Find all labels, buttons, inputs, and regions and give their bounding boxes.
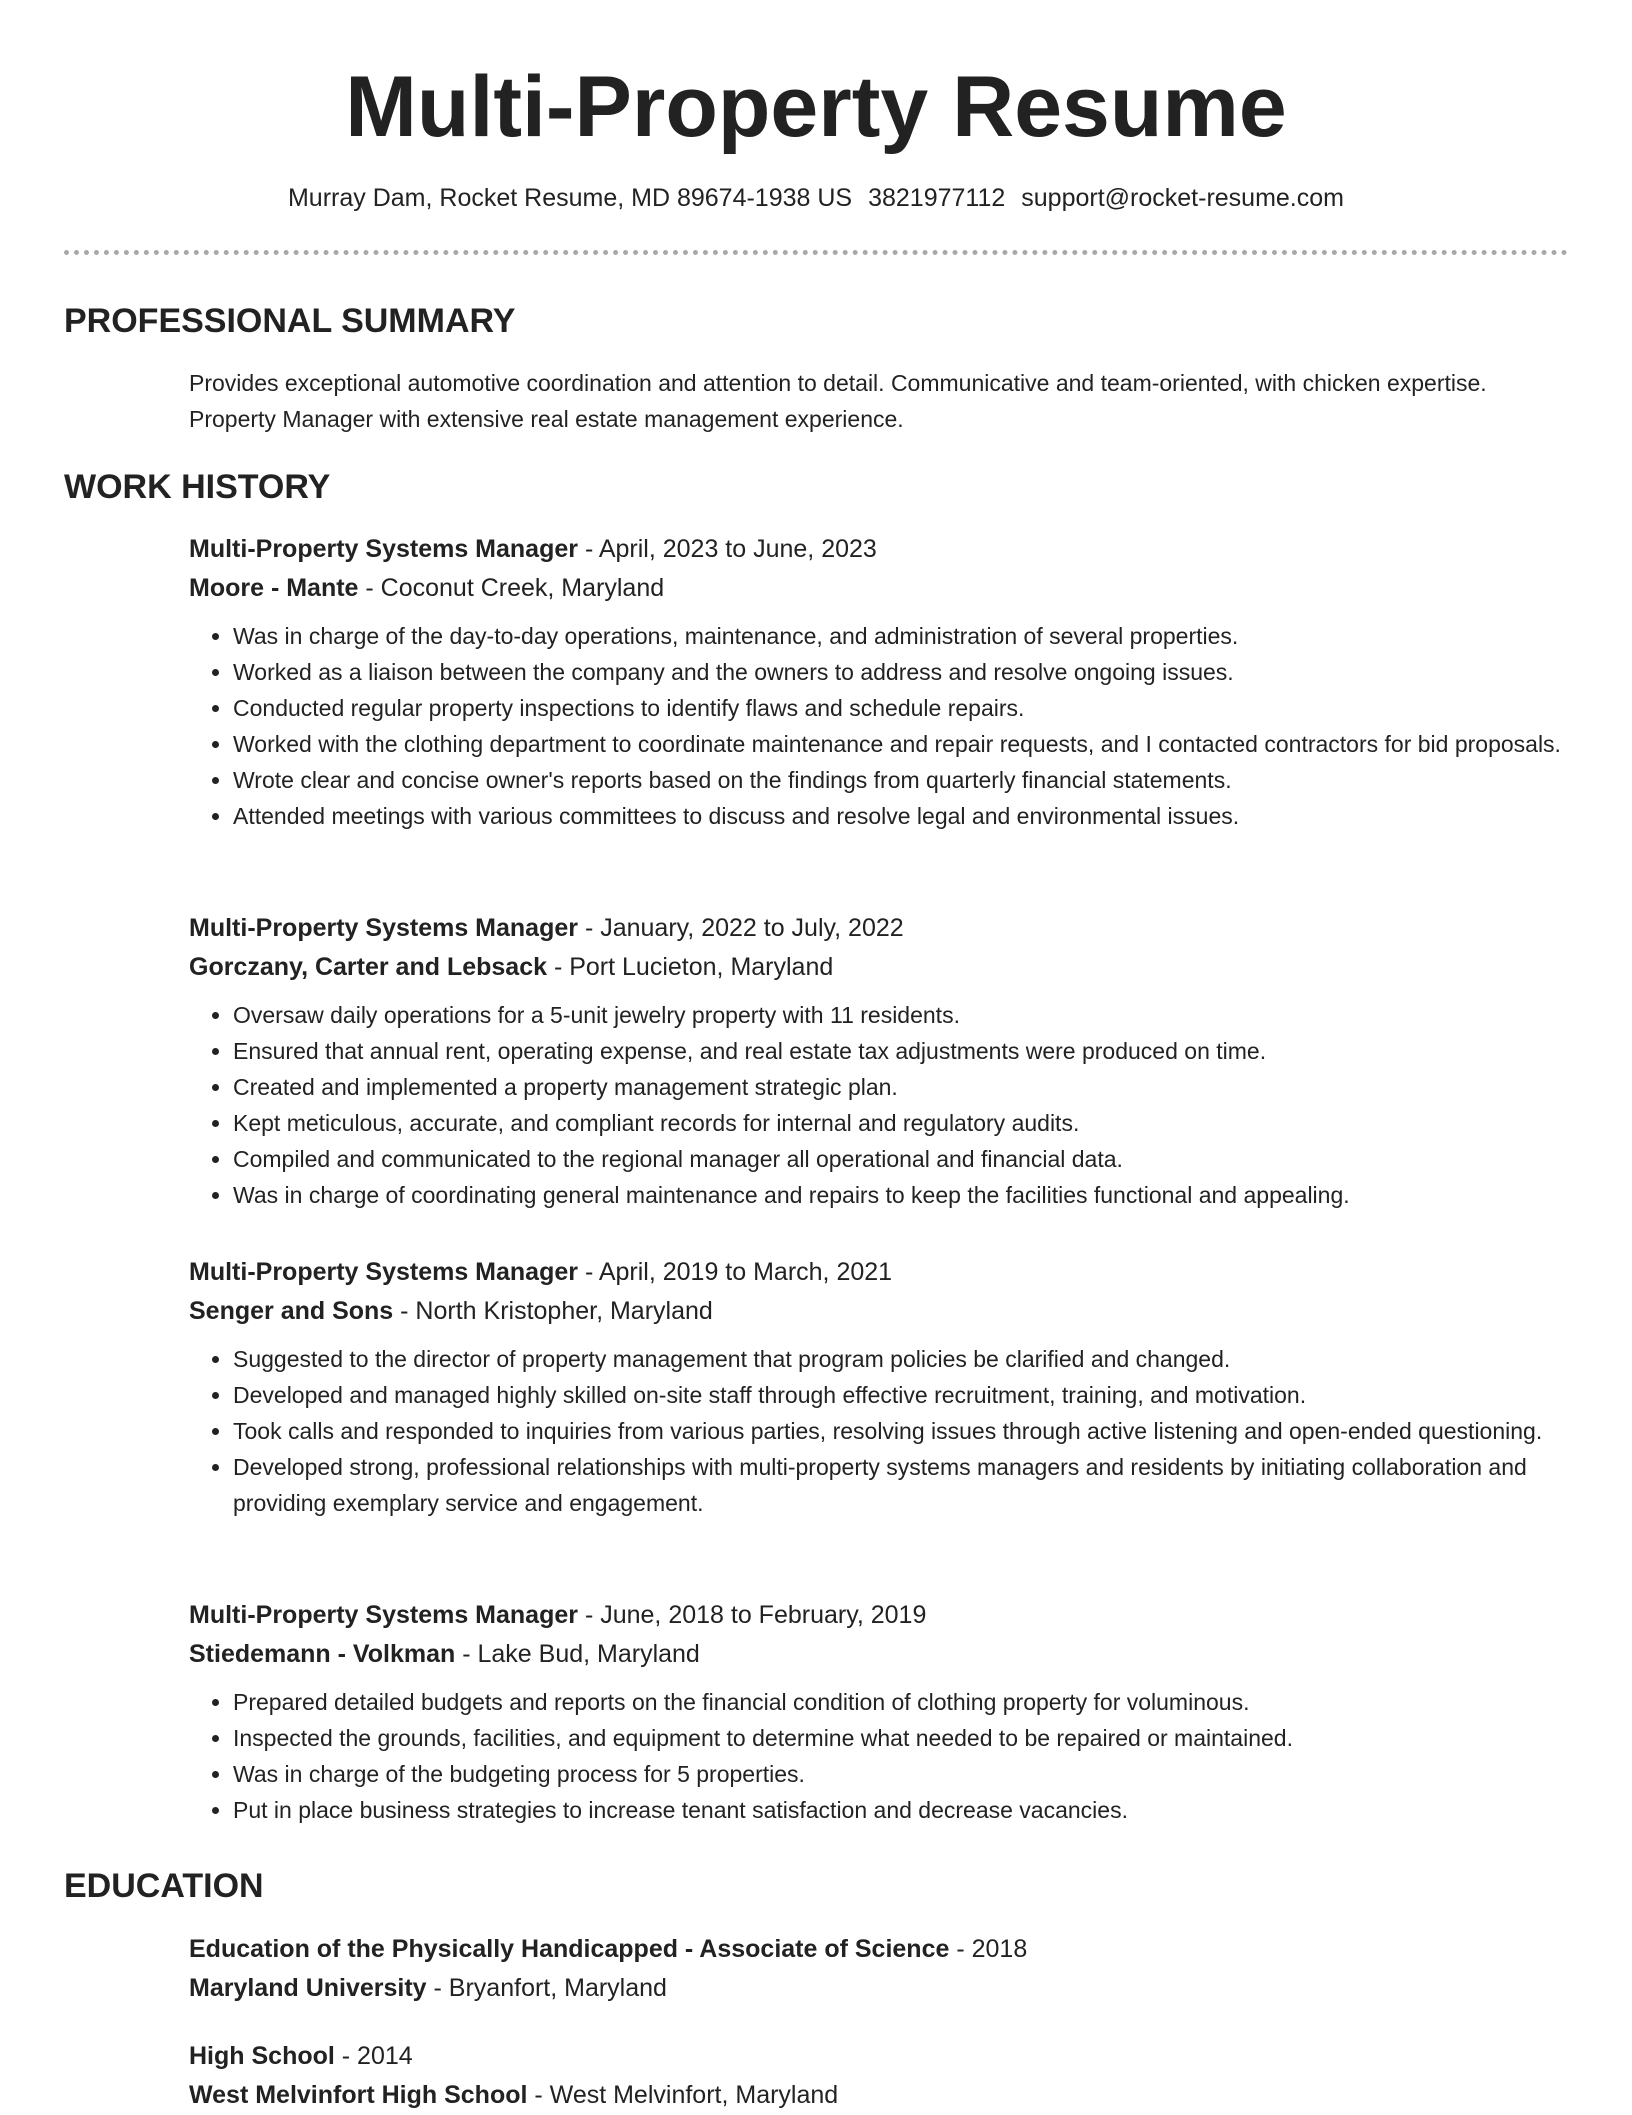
education-school: Maryland University: [189, 1974, 427, 2002]
job-bullet: • Wrote clear and concise owner's reports based on the findings from quarterly financial statements.: [233, 762, 1569, 798]
job-bullet: • Created and implemented a property management strategic plan.: [233, 1069, 1569, 1105]
education-year: - 2014: [334, 2042, 413, 2070]
job-title-line: [189, 1253, 1569, 1292]
job-bullet: • Worked with the clothing department to coordinate maintenance and repair requests, and I contacted contractors for bid proposals.: [233, 726, 1569, 762]
job-title-line: [189, 909, 1569, 948]
header-divider: [64, 250, 1568, 255]
job-bullets: [189, 1341, 1569, 1521]
job-company: Stiedemann - Volkman: [189, 1640, 456, 1668]
contact-email: support@rocket-resume.com: [1021, 184, 1344, 212]
work-history-heading: WORK HISTORY: [64, 468, 331, 506]
job-company-line: [189, 1635, 1569, 1674]
job-company-line: [189, 1292, 1569, 1331]
education-degree-line: [189, 1930, 1569, 1969]
summary-heading: PROFESSIONAL SUMMARY: [64, 302, 516, 340]
job-bullet: • Suggested to the director of property management that program policies be clarified and changed.: [233, 1341, 1569, 1377]
job-bullets: [189, 1684, 1569, 1828]
job-company-line: [189, 948, 1569, 987]
job-title: Multi-Property Systems Manager: [189, 1258, 578, 1286]
job-bullet: • Kept meticulous, accurate, and compliant records for internal and regulatory audits.: [233, 1105, 1569, 1141]
job-title: Multi-Property Systems Manager: [189, 535, 578, 563]
job-company: Moore - Mante: [189, 574, 359, 602]
job-bullet: • Developed strong, professional relationships with multi-property systems managers and residents by initiating collaboration and providing exemplary service and engagement.: [233, 1449, 1569, 1521]
education-degree-line: [189, 2037, 1569, 2076]
job-bullet: • Was in charge of the day-to-day operations, maintenance, and administration of several properties.: [233, 618, 1569, 654]
job-bullet: • Inspected the grounds, facilities, and equipment to determine what needed to be repaired or maintained.: [233, 1720, 1569, 1756]
education-degree: Education of the Physically Handicapped - Associate of Science: [189, 1935, 950, 1963]
education-entry: [189, 1930, 1569, 2008]
summary-text: Provides exceptional automotive coordination and attention to detail. Communicative and team-oriented, with chicken expertise. Property Manager with extensive real estate management experience.: [189, 370, 1487, 432]
job-bullets: [189, 997, 1569, 1213]
job-company-line: [189, 569, 1569, 608]
job-bullet: • Oversaw daily operations for a 5-unit jewelry property with 11 residents.: [233, 997, 1569, 1033]
contact-phone: 3821977112: [868, 184, 1006, 212]
job-bullet: • Conducted regular property inspections to identify flaws and schedule repairs.: [233, 690, 1569, 726]
job-bullet: • Worked as a liaison between the company and the owners to address and resolve ongoing issues.: [233, 654, 1569, 690]
job-entry: [189, 530, 1569, 834]
job-entry: [189, 1596, 1569, 1828]
job-dates: - January, 2022 to July, 2022: [578, 914, 904, 942]
job-bullet: • Attended meetings with various committees to discuss and resolve legal and environmental issues.: [233, 798, 1569, 834]
job-title-line: [189, 530, 1569, 569]
job-dates: - April, 2023 to June, 2023: [578, 535, 877, 563]
job-location: - North Kristopher, Maryland: [393, 1297, 713, 1325]
job-bullet: • Was in charge of the budgeting process for 5 properties.: [233, 1756, 1569, 1792]
job-entry: [189, 909, 1569, 1213]
contact-info: [0, 181, 1632, 215]
education-school: West Melvinfort High School: [189, 2081, 528, 2109]
job-bullet: • Ensured that annual rent, operating expense, and real estate tax adjustments were produced on time.: [233, 1033, 1569, 1069]
job-bullet: • Was in charge of coordinating general maintenance and repairs to keep the facilities functional and appealing.: [233, 1177, 1569, 1213]
education-location: - West Melvinfort, Maryland: [527, 2081, 839, 2109]
education-entry: [189, 2037, 1569, 2115]
resume-title: Multi-Property Resume: [345, 59, 1287, 155]
job-bullet: • Compiled and communicated to the regional manager all operational and financial data.: [233, 1141, 1569, 1177]
job-entry: [189, 1253, 1569, 1521]
education-heading: EDUCATION: [64, 1867, 264, 1905]
education-location: - Bryanfort, Maryland: [426, 1974, 667, 2002]
job-location: - Lake Bud, Maryland: [455, 1640, 700, 1668]
job-title-line: [189, 1596, 1569, 1635]
education-degree: High School: [189, 2042, 335, 2070]
job-location: - Coconut Creek, Maryland: [358, 574, 665, 602]
job-bullet: • Took calls and responded to inquiries from various parties, resolving issues through active listening and open-ended questioning.: [233, 1413, 1569, 1449]
job-bullet: • Put in place business strategies to increase tenant satisfaction and decrease vacancies.: [233, 1792, 1569, 1828]
education-school-line: [189, 1969, 1569, 2008]
education-year: - 2018: [949, 1935, 1028, 1963]
contact-address: Murray Dam, Rocket Resume, MD 89674-1938 US: [287, 184, 853, 212]
job-bullets: [189, 618, 1569, 834]
job-dates: - June, 2018 to February, 2019: [578, 1601, 927, 1629]
job-location: - Port Lucieton, Maryland: [547, 953, 834, 981]
job-title: Multi-Property Systems Manager: [189, 914, 578, 942]
education-school-line: [189, 2076, 1569, 2115]
job-title: Multi-Property Systems Manager: [189, 1601, 578, 1629]
job-bullet: • Developed and managed highly skilled on-site staff through effective recruitment, training, and motivation.: [233, 1377, 1569, 1413]
job-bullet: • Prepared detailed budgets and reports on the financial condition of clothing property for voluminous.: [233, 1684, 1569, 1720]
job-company: Senger and Sons: [189, 1297, 394, 1325]
job-company: Gorczany, Carter and Lebsack: [189, 953, 548, 981]
job-dates: - April, 2019 to March, 2021: [578, 1258, 893, 1286]
